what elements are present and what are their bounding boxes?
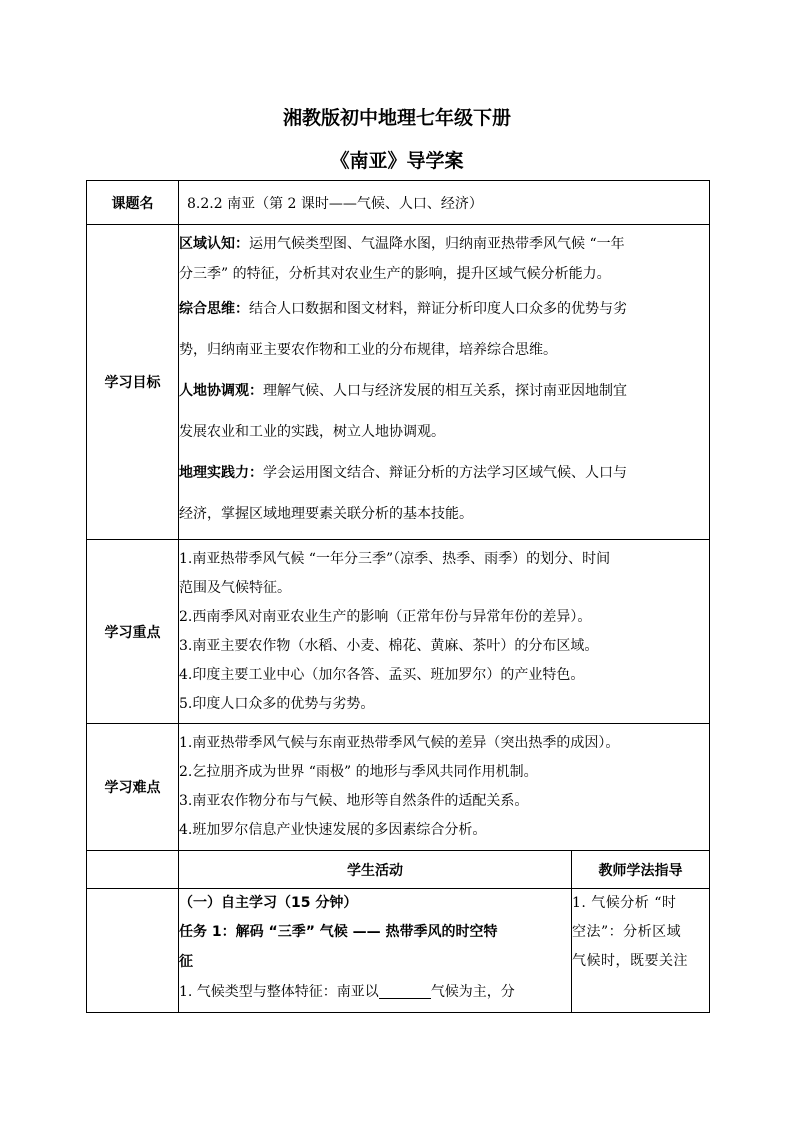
- key-point-line: 范围及气候特征。: [179, 579, 291, 596]
- activity-row: [87, 889, 710, 1013]
- goals-row: [87, 225, 710, 540]
- key-point-line: 2.西南季风对南亚农业生产的影响（正常年份与异常年份的差异）。: [179, 608, 592, 625]
- goal-synthesis-line2: 势，归纳南亚主要农作物和工业的分布规律，培养综合思维。: [179, 342, 557, 358]
- document-subtitle: 《南亚》导学案: [330, 150, 464, 172]
- difficulties-row: [87, 724, 710, 851]
- student-activity-content: [179, 889, 572, 1013]
- difficulty-line: 2.乞拉朋齐成为世界 “雨极” 的地形与季风共同作用机制。: [179, 764, 538, 780]
- guide-line: 1. 气候分析 “时: [572, 895, 677, 911]
- goal-practice-line2: 经济，掌握区域地理要素关联分析的基本技能。: [179, 506, 473, 522]
- task-title-line2: 征: [179, 954, 193, 970]
- goal-harmony-line2: 发展农业和工业的实践，树立人地协调观。: [179, 424, 445, 440]
- key-point-line: 5.印度人口众多的优势与劣势。: [179, 695, 375, 712]
- topic-value: 8.2.2 南亚（第 2 课时——气候、人口、经济）: [179, 181, 710, 225]
- study-guide-table: [86, 180, 710, 1013]
- guide-line: 气候时，既要关注: [572, 953, 688, 969]
- key-point-line: 3.南亚主要农作物（水稻、小麦、棉花、黄麻、茶叶）的分布区域。: [179, 637, 599, 654]
- activity-header-empty: [87, 851, 179, 889]
- guide-line: 空法”：分析区域: [572, 924, 682, 940]
- difficulties-content: [179, 724, 710, 851]
- teacher-guide-content: [572, 889, 710, 1013]
- topic-label: 课题名: [87, 181, 179, 225]
- student-activity-header: 学生活动: [179, 851, 572, 889]
- difficulty-line: 3.南亚农作物分布与气候、地形等自然条件的适配关系。: [179, 793, 529, 809]
- fill-blank[interactable]: [379, 982, 431, 999]
- key-points-label: 学习重点: [87, 540, 179, 724]
- document-title: 湘教版初中地理七年级下册: [282, 107, 511, 129]
- difficulty-line: 1.南亚热带季风气候与东南亚热带季风气候的差异（突出热季的成因）。: [179, 735, 620, 751]
- goals-content: [179, 225, 710, 540]
- goals-label: 学习目标: [87, 225, 179, 540]
- goal-practice-line1: 地理实践力：学会运用图文结合、辩证分析的方法学习区域气候、人口与: [179, 465, 627, 481]
- goal-harmony-line1: 人地协调观：理解气候、人口与经济发展的相互关系，探讨南亚因地制宜: [179, 383, 627, 399]
- activity-left-empty: [87, 889, 179, 1013]
- activity-header-row: [87, 851, 710, 889]
- self-study-heading: （一）自主学习（15 分钟）: [179, 895, 358, 911]
- difficulty-line: 4.班加罗尔信息产业快速发展的多因素综合分析。: [179, 822, 487, 838]
- difficulties-label: 学习难点: [87, 724, 179, 851]
- topic-row: [87, 181, 710, 225]
- goal-regional-line1: 区域认知：运用气候类型图、气温降水图，归纳南亚热带季风气候 “一年: [179, 236, 625, 252]
- task-title-line1: 任务 1：解码 “三季” 气候 —— 热带季风的时空特: [179, 924, 498, 940]
- key-points-row: [87, 540, 710, 724]
- goal-regional-line2: 分三季” 的特征，分析其对农业生产的影响，提升区域气候分析能力。: [179, 266, 611, 282]
- key-point-line: 4.印度主要工业中心（加尔各答、孟买、班加罗尔）的产业特色。: [179, 666, 585, 683]
- question-1: 1. 气候类型与整体特征：南亚以 气候为主，分: [179, 984, 515, 1000]
- key-point-line: 1.南亚热带季风气候 “一年分三季”（凉季、热季、雨季）的划分、时间: [179, 550, 611, 567]
- key-points-content: [179, 540, 710, 724]
- goal-synthesis-line1: 综合思维：结合人口数据和图文材料，辩证分析印度人口众多的优势与劣: [179, 301, 627, 317]
- teacher-guide-header: 教师学法指导: [572, 851, 710, 889]
